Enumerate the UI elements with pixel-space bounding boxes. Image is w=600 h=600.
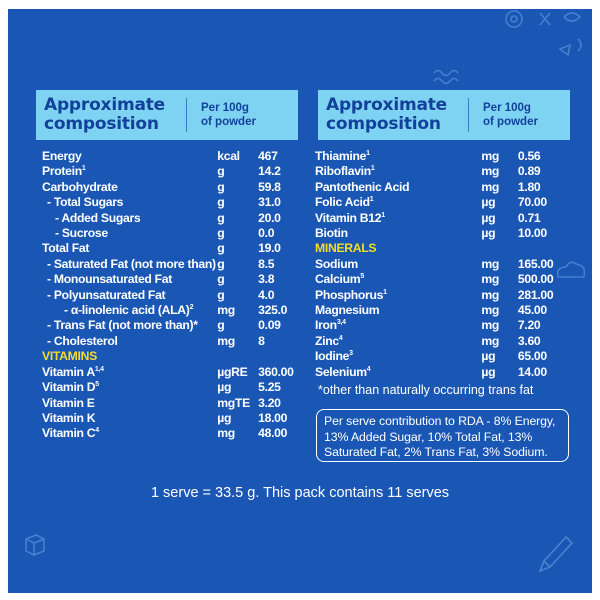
nutrient-name <box>42 211 217 226</box>
nutrient-value: 3.20 <box>258 395 281 410</box>
nutrient-value: 14.2 <box>258 164 281 179</box>
nutrient-value: 0.56 <box>517 149 541 163</box>
nutrient-name <box>315 164 481 179</box>
nutrient-row <box>42 180 302 195</box>
nutrient-value: 18.00 <box>258 410 288 425</box>
left-nutrition-table <box>42 149 302 442</box>
nutrient-name-text: Vitamin C <box>42 426 96 441</box>
nutrient-value <box>258 349 302 364</box>
trans-fat-footnote: *other than naturally occurring trans fat <box>318 383 534 397</box>
nutrient-row <box>315 334 565 349</box>
nutrient-value: 500.00 <box>517 272 554 287</box>
nutrient-value: 7.20 <box>517 318 541 333</box>
nutrient-row <box>42 318 302 333</box>
footnote-ref: 2 <box>189 304 194 311</box>
nutrient-value: 0.0 <box>258 226 275 241</box>
nutrient-unit: g <box>217 272 225 287</box>
footnote-ref: 1 <box>369 196 374 204</box>
nutrient-unit: mg <box>481 164 500 179</box>
nutrient-unit: µg <box>481 349 496 364</box>
nutrient-name-text: Selenium <box>315 364 367 379</box>
nutrient-value: 31.0 <box>258 195 281 210</box>
nutrient-row <box>315 303 565 318</box>
nutrient-unit: mg <box>481 287 500 302</box>
nutrient-unit: µg <box>217 410 232 425</box>
nutrient-unit: g <box>217 164 225 179</box>
nutrient-row <box>42 411 302 426</box>
nutrient-value: 325.0 <box>258 303 288 318</box>
footnote-ref: 1 <box>381 211 385 219</box>
serve-info: 1 serve = 33.5 g. This pack contains 11 serves <box>150 485 450 501</box>
nutrient-row <box>315 180 565 195</box>
nutrient-name <box>315 334 481 349</box>
nutrient-unit: µg <box>481 210 496 225</box>
nutrient-unit: g <box>217 226 225 241</box>
nutrient-value: 19.0 <box>258 241 281 256</box>
footnote-ref: 1,4 <box>94 365 104 373</box>
footnote-ref: 3,4 <box>336 319 346 327</box>
nutrient-name <box>42 411 217 426</box>
nutrient-row <box>315 288 565 303</box>
nutrient-name <box>42 195 217 210</box>
rda-contribution-box: Per serve contribution to RDA - 8% Energy, 13% Added Sugar, 10% Total Fat, 13% Saturated Fat, 2% Trans Fat, 3% Sodium. <box>316 409 569 462</box>
nutrient-row <box>42 365 302 380</box>
nutrient-row <box>315 318 565 333</box>
nutrient-unit: µg <box>481 364 496 379</box>
nutrient-value: 10.00 <box>517 226 547 241</box>
nutrient-row <box>315 195 565 210</box>
nutrient-name <box>42 257 217 272</box>
nutrient-name <box>42 396 217 411</box>
nutrient-unit: g <box>217 287 225 302</box>
nutrient-row <box>42 164 302 179</box>
nutrient-unit: kcal <box>217 149 240 163</box>
left-header-sub-line2: of powder <box>201 116 256 128</box>
nutrient-name <box>42 226 217 241</box>
nutrient-value: 5.25 <box>258 380 281 395</box>
nutrient-name-text: Biotin <box>315 226 348 241</box>
section-heading <box>315 241 481 256</box>
nutrient-name-text: Sodium <box>315 256 358 271</box>
nutrient-name-text: - Saturated Fat (not more than) <box>47 256 216 271</box>
section-heading-row <box>42 349 302 364</box>
right-header-title <box>318 96 468 134</box>
nutrient-name <box>315 349 481 364</box>
nutrient-unit: mg <box>481 303 500 318</box>
nutrient-unit: mg <box>217 426 235 441</box>
nutrient-unit: µg <box>481 226 496 241</box>
nutrient-name-text: - α-linolenic acid (ALA) <box>64 303 190 318</box>
nutrient-unit: µg <box>217 380 232 395</box>
nutrient-value: 14.00 <box>517 364 547 379</box>
right-header-divider <box>468 98 469 132</box>
nutrient-name-text: Vitamin B12 <box>315 210 382 225</box>
nutrient-name <box>315 149 481 164</box>
right-header-sub-line1: Per 100g <box>483 102 531 114</box>
footnote-ref: 5 <box>360 273 364 281</box>
nutrient-value: 20.0 <box>258 210 281 225</box>
nutrient-name <box>315 303 481 318</box>
nutrient-name-text: Iron <box>315 318 337 333</box>
footnote-ref: 4 <box>95 427 99 435</box>
right-header-title-line1: Approximate <box>326 95 447 115</box>
nutrient-name-text: Protein <box>42 164 82 179</box>
nutrient-name-text: Calcium <box>315 272 361 287</box>
left-header-sub-line1: Per 100g <box>201 102 249 114</box>
nutrient-row <box>315 272 565 287</box>
right-nutrition-table <box>315 149 565 380</box>
nutrient-unit: mgTE <box>217 395 250 410</box>
nutrient-unit: µg <box>481 195 496 210</box>
nutrient-value: 8 <box>258 333 265 348</box>
nutrient-name <box>42 334 217 349</box>
nutrient-name <box>315 272 481 287</box>
nutrient-name-text: Vitamin D <box>42 380 96 395</box>
nutrient-name-text: Carbohydrate <box>42 179 118 194</box>
nutrient-value <box>518 241 565 256</box>
left-table-header <box>36 90 298 140</box>
nutrient-row <box>315 226 565 241</box>
nutrient-name <box>42 180 217 195</box>
nutrient-name-text: Magnesium <box>315 303 380 318</box>
wave-doodle-icon <box>432 67 466 87</box>
nutrient-row <box>42 211 302 226</box>
nutrient-name <box>315 365 481 380</box>
nutrient-unit: mg <box>217 303 235 318</box>
nutrient-name-text: Vitamin A <box>42 364 95 379</box>
nutrient-unit: g <box>217 210 225 225</box>
footnote-ref: 4 <box>338 334 343 342</box>
footnote-ref: 4 <box>366 365 371 373</box>
section-heading-row <box>315 241 565 256</box>
nutrient-value: 8.5 <box>258 256 275 271</box>
nutrient-unit: mg <box>481 256 500 271</box>
nutrient-name-text: Folic Acid <box>315 195 370 210</box>
nutrient-row <box>42 426 302 441</box>
nutrient-name-text: Total Fat <box>42 241 90 256</box>
right-header-title-line2: composition <box>326 114 441 134</box>
nutrient-value: 0.09 <box>258 318 281 333</box>
nutrient-unit: mg <box>217 333 235 348</box>
nutrient-row <box>42 288 302 303</box>
right-header-sub-line2: of powder <box>483 116 538 128</box>
nutrient-name-text: - Cholesterol <box>47 333 118 348</box>
nutrient-value: 45.00 <box>517 303 547 318</box>
nutrient-row <box>315 365 565 380</box>
doodle-decoration-icon <box>428 9 592 73</box>
nutrient-row <box>42 257 302 272</box>
nutrient-name <box>315 288 481 303</box>
cube-doodle-icon <box>22 531 48 557</box>
nutrient-unit: g <box>217 179 225 194</box>
nutrient-unit: mg <box>481 318 500 333</box>
nutrient-unit: µgRE <box>217 364 248 379</box>
nutrient-unit: mg <box>481 333 500 348</box>
nutrient-name <box>42 318 217 333</box>
nutrient-name <box>315 318 481 333</box>
footnote-ref: 1 <box>366 149 370 157</box>
nutrient-row <box>315 149 565 164</box>
nutrient-unit: mg <box>481 149 500 163</box>
nutrient-row <box>315 164 565 179</box>
nutrient-name <box>42 303 217 318</box>
nutrient-unit: mg <box>481 272 500 287</box>
nutrition-panel <box>8 9 592 593</box>
pencil-doodle-icon <box>534 533 574 577</box>
left-header-subtitle <box>187 101 256 129</box>
nutrient-name-text: VITAMINS <box>42 349 97 364</box>
right-table-header <box>318 90 570 140</box>
nutrient-unit: g <box>217 318 225 333</box>
nutrient-row <box>42 241 302 256</box>
nutrient-name <box>42 164 217 179</box>
nutrient-name-text: - Trans Fat (not more than)* <box>47 318 198 333</box>
nutrient-row <box>42 149 302 164</box>
nutrient-name-text: Riboflavin <box>315 164 371 179</box>
nutrient-row <box>315 349 565 364</box>
nutrient-row <box>42 272 302 287</box>
nutrient-row <box>42 303 302 318</box>
nutrient-value: 1.80 <box>517 179 541 194</box>
nutrient-unit <box>481 241 518 256</box>
nutrient-name-text: MINERALS <box>315 241 377 256</box>
footnote-ref: 1 <box>383 288 387 296</box>
nutrient-name-text: - Total Sugars <box>47 195 124 210</box>
left-header-title-line1: Approximate <box>44 95 165 115</box>
nutrient-row <box>315 257 565 272</box>
nutrient-value: 360.00 <box>258 364 294 379</box>
nutrient-name-text: Phosphorus <box>315 287 384 302</box>
nutrient-unit: g <box>217 195 225 210</box>
nutrient-unit: g <box>217 256 225 271</box>
nutrient-name-text: - Sucrose <box>55 226 108 241</box>
left-header-title-line2: composition <box>44 114 159 134</box>
nutrient-name-text: Energy <box>42 149 82 163</box>
nutrient-row <box>42 334 302 349</box>
nutrient-name <box>42 426 217 441</box>
nutrient-value: 467 <box>258 149 278 163</box>
nutrient-name-text: Thiamine <box>315 149 367 163</box>
nutrient-name-text: - Added Sugars <box>55 210 141 225</box>
nutrient-name-text: Iodine <box>315 349 350 364</box>
right-header-subtitle <box>469 101 538 129</box>
nutrient-name-text: Zinc <box>315 333 339 348</box>
section-heading <box>42 349 217 364</box>
nutrient-name <box>42 272 217 287</box>
nutrient-name <box>315 211 481 226</box>
nutrient-name <box>42 365 217 380</box>
nutrient-value: 165.00 <box>517 256 554 271</box>
nutrient-name <box>42 380 217 395</box>
nutrient-row <box>42 195 302 210</box>
nutrient-row <box>315 211 565 226</box>
nutrient-name <box>315 226 481 241</box>
footnote-ref: 3 <box>349 350 353 358</box>
nutrient-row <box>42 226 302 241</box>
nutrient-row <box>42 396 302 411</box>
nutrient-value: 59.8 <box>258 179 281 194</box>
nutrient-name <box>315 195 481 210</box>
nutrient-value: 48.00 <box>258 426 288 441</box>
nutrient-value: 70.00 <box>517 195 547 210</box>
nutrient-row <box>42 380 302 395</box>
left-header-divider <box>186 98 187 132</box>
nutrient-name-text: Pantothenic Acid <box>315 179 410 194</box>
nutrient-name-text: Vitamin E <box>42 395 95 410</box>
nutrient-value: 4.0 <box>258 287 275 302</box>
nutrient-value: 281.00 <box>517 287 554 302</box>
nutrient-name <box>315 257 481 272</box>
nutrient-value: 65.00 <box>517 349 547 364</box>
nutrient-value: 0.89 <box>517 164 541 179</box>
footnote-ref: 1 <box>81 165 86 173</box>
nutrient-name-text: - Monounsaturated Fat <box>47 272 173 287</box>
left-header-title <box>36 96 186 134</box>
nutrient-value: 0.71 <box>517 210 541 225</box>
nutrient-unit: g <box>217 241 225 256</box>
footnote-ref: 5 <box>95 381 99 389</box>
nutrient-value: 3.60 <box>517 333 541 348</box>
footnote-ref: 1 <box>370 165 375 173</box>
nutrient-unit <box>217 349 258 364</box>
nutrient-name <box>42 288 217 303</box>
nutrient-unit: mg <box>481 179 500 194</box>
nutrient-name-text: Vitamin K <box>42 410 96 425</box>
nutrient-name <box>42 149 217 164</box>
nutrient-name <box>42 241 217 256</box>
nutrient-name-text: - Polyunsaturated Fat <box>47 287 166 302</box>
nutrient-value: 3.8 <box>258 272 275 287</box>
nutrient-name <box>315 180 481 195</box>
